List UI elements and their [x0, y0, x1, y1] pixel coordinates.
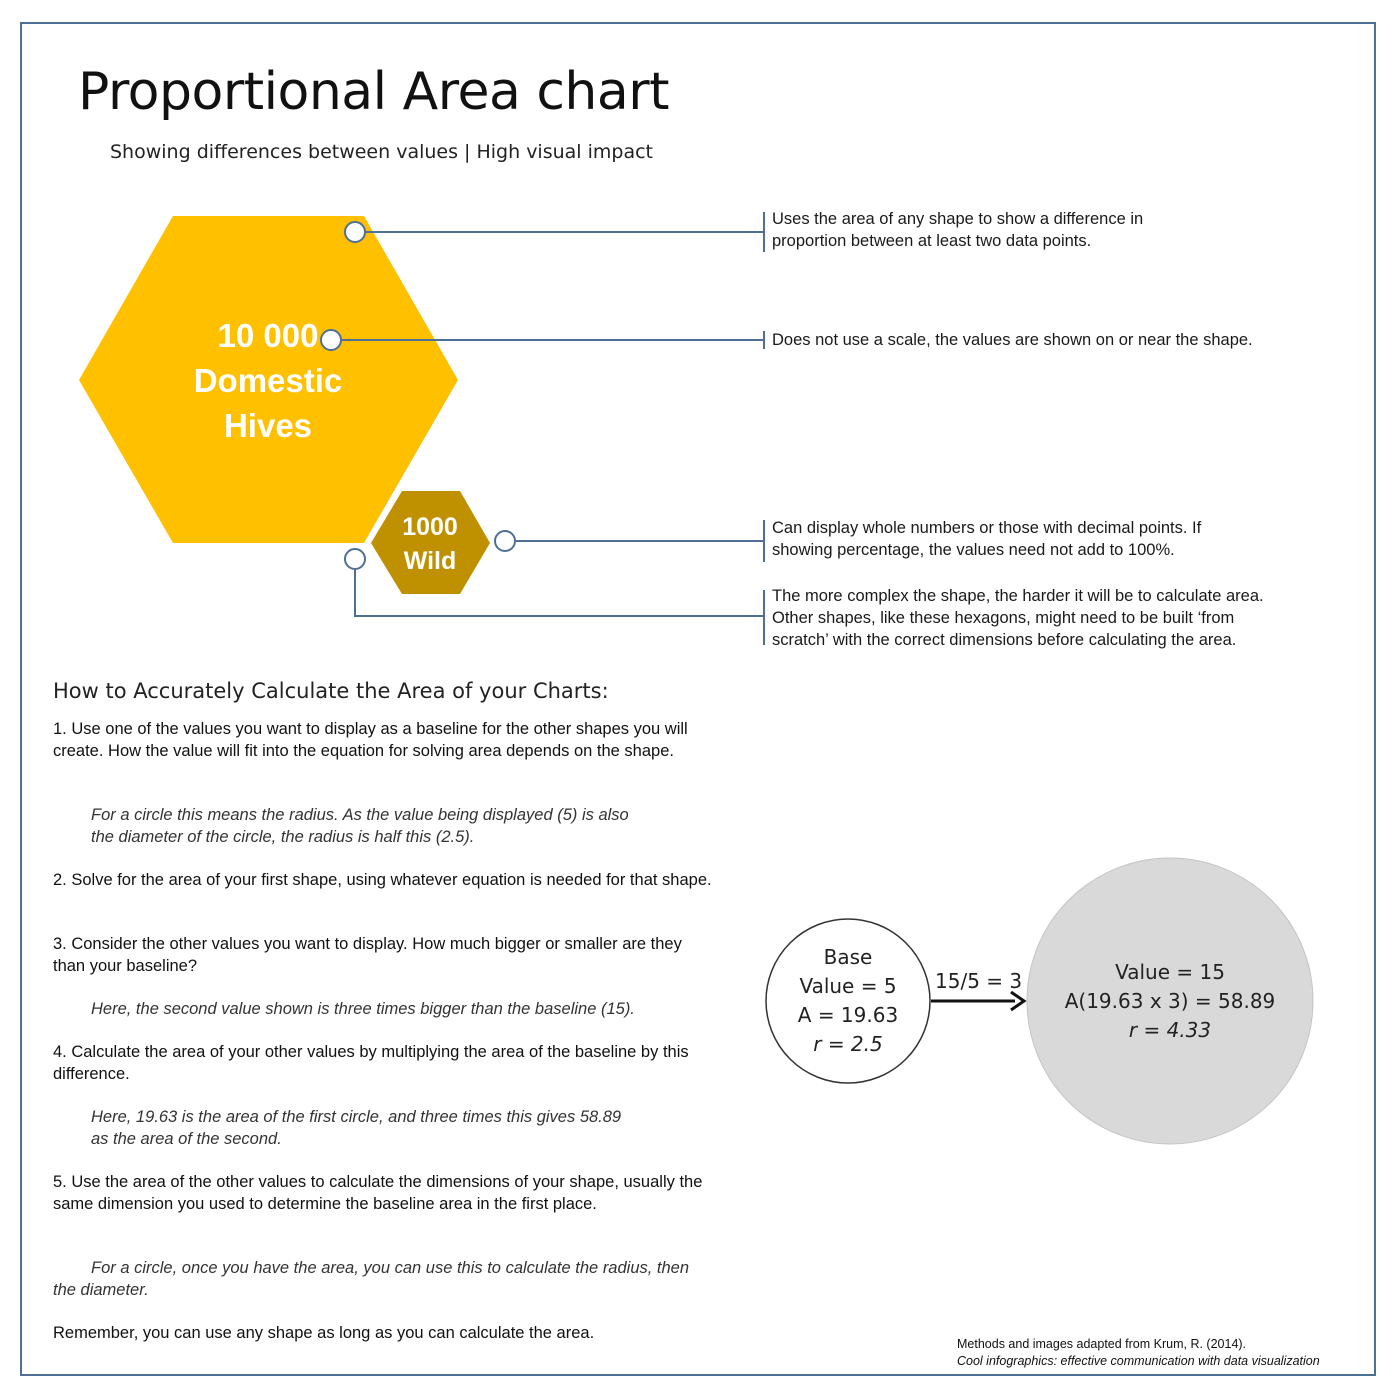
step-5: 5. Use the area of the other values to calculate the dimensions of your shape, usually the same dimension you used to determine the baseline area in the first place.	[53, 1173, 703, 1213]
connector-node-3	[495, 531, 515, 551]
note-decimals-line2: showing percentage, the values need not add to 100%.	[772, 541, 1175, 559]
note-no-scale: Does not use a scale, the values are shown on or near the shape.	[772, 331, 1253, 349]
note-complex-line3: scratch’ with the correct dimensions before calculating the area.	[772, 631, 1237, 649]
ratio-label: 15/5 = 3	[935, 969, 1023, 993]
domestic-label	[168, 313, 368, 448]
value-circle-line2: A(19.63 x 3) = 58.89	[1064, 989, 1276, 1013]
base-circle-line3: A = 19.63	[797, 1003, 899, 1027]
domestic-label-line2: Hives	[223, 407, 313, 444]
page-subtitle: Showing differences between values | High visual impact	[110, 141, 654, 163]
step-5-example-line2: radius, then the diameter.	[53, 1259, 690, 1299]
domestic-value: 10 000	[217, 317, 319, 354]
note-decimals-line1: Can display whole numbers or those with decimal points. If	[772, 519, 1202, 537]
step-4-example-line1: Here, 19.63 is the area of the first circle, and three times this gives 58.89	[91, 1108, 622, 1126]
wild-label	[380, 510, 480, 578]
wild-value: 1000	[402, 513, 458, 541]
step-5-example	[53, 1258, 703, 1301]
connector-node-1	[345, 222, 365, 242]
step-5-example-line1: For a circle, once you have the area, you can use this to calculate the	[91, 1259, 599, 1277]
wild-label-text: Wild	[403, 547, 457, 575]
credit-line1: Methods and images adapted from Krum, R. (2014).	[957, 1337, 1247, 1351]
page-title: Proportional Area chart	[78, 62, 670, 122]
base-circle-label	[768, 943, 928, 1059]
step-3-example: Here, the second value shown is three times bigger than the baseline (15).	[91, 1000, 635, 1018]
credit-line2: Cool infographics: effective communication with data visualization	[957, 1354, 1320, 1368]
connector-node-4	[345, 549, 365, 569]
note-area-line1: Uses the area of any shape to show a difference in	[772, 210, 1144, 228]
step-1: 1. Use one of the values you want to display as a baseline for the other shapes you will create. How the value will fit into the equation for solving area depends on the shape.	[53, 720, 688, 760]
value-circle-line1: Value = 15	[1115, 960, 1225, 984]
step-4: 4. Calculate the area of your other values by multiplying the area of the baseline by this difference.	[53, 1043, 689, 1083]
how-to-heading: How to Accurately Calculate the Area of your Charts:	[53, 679, 609, 703]
note-area-line2: proportion between at least two data points.	[772, 232, 1092, 250]
step-1-example	[53, 805, 703, 848]
note-area	[772, 208, 1202, 252]
note-decimals	[772, 517, 1292, 561]
value-circle-label	[1030, 958, 1310, 1045]
base-circle-line4: r = 2.5	[813, 1032, 883, 1056]
note-complex-line2: Other shapes, like these hexagons, might need to be built ‘from	[772, 609, 1235, 627]
step-4-example	[91, 1107, 711, 1150]
step-2: 2. Solve for the area of your first shape, using whatever equation is needed for that shape.	[53, 871, 712, 889]
step-1-example-line1: For a circle this means the radius. As the value being displayed (5) is also	[91, 806, 629, 824]
note-complex-line1: The more complex the shape, the harder it will be to calculate area.	[772, 587, 1264, 605]
step-1-example-line2: the diameter of the circle, the radius is half this (2.5).	[91, 827, 475, 846]
domestic-label-line1: Domestic	[193, 362, 343, 399]
base-circle-line1: Base	[823, 945, 873, 969]
note-complex-shape	[772, 585, 1332, 651]
base-circle-line2: Value = 5	[799, 974, 897, 998]
step-3: 3. Consider the other values you want to display. How much bigger or smaller are they than your baseline?	[53, 935, 682, 975]
source-credit	[957, 1336, 1320, 1370]
closing-remark: Remember, you can use any shape as long as you can calculate the area.	[53, 1324, 595, 1342]
step-4-example-line2: as the area of the second.	[91, 1129, 282, 1148]
value-circle-line3: r = 4.33	[1128, 1018, 1212, 1042]
